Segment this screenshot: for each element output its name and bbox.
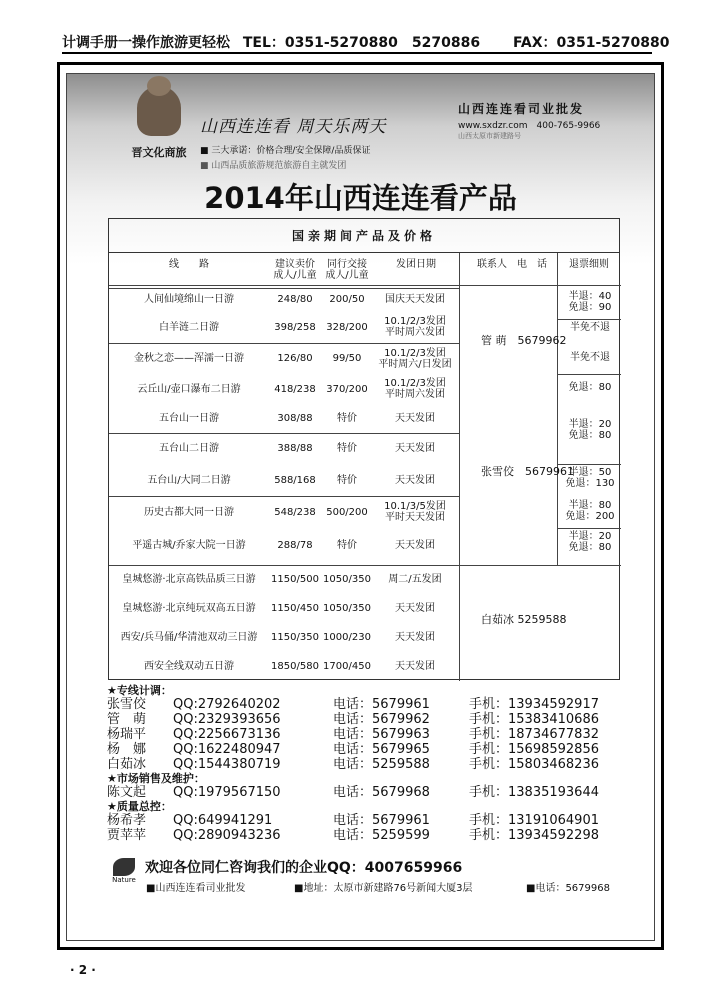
staff-tel: 电话：5679961 — [333, 697, 430, 712]
top-header-bar — [62, 32, 670, 54]
table-row — [109, 288, 457, 311]
cell-route: 平遥古城/乔家大院一日游 — [132, 540, 246, 551]
table-row — [109, 433, 457, 464]
staff-qq: QQ:649941291 — [173, 813, 273, 828]
company-web-phone: www.sxdzr.com 400-765-9966 — [458, 121, 601, 131]
header-tel: TEL：0351-5270880 5270886 — [242, 35, 481, 51]
footer-tel: ■电话：5679968 — [526, 883, 610, 894]
cell-departure: 天天发团 — [395, 632, 435, 643]
group-divider — [109, 343, 459, 344]
cell-route: 皇城悠游·北京纯玩双高五日游 — [122, 603, 256, 614]
refund-divider — [557, 374, 621, 375]
staff-tel: 电话：5679963 — [333, 727, 430, 742]
table-title: 国亲期间产品及价格 — [109, 219, 619, 253]
staff-tel: 电话：5259588 — [333, 757, 430, 772]
contact-person: 白茹冰 5259588 — [481, 613, 567, 626]
cell-route: 皇城悠游·北京高铁品质三日游 — [122, 574, 256, 585]
staff-row — [107, 785, 627, 800]
cell-peer: 特价 — [337, 474, 357, 486]
staff-qq: QQ:2792640202 — [173, 697, 281, 712]
cell-departure: 10.1/2/3发团 平时周六/日发团 — [378, 347, 452, 370]
table-header-route: 线 路 — [169, 259, 209, 270]
staff-tel: 电话：5679965 — [333, 742, 430, 757]
cell-route: 历史古都大同一日游 — [144, 506, 234, 518]
cell-departure: 10.1/2/3发团 平时周六发团 — [384, 316, 446, 338]
cell-departure: 周二/五发团 — [388, 574, 442, 585]
group-divider — [109, 565, 459, 566]
cell-route: 白羊涟二日游 — [159, 321, 219, 333]
cell-suggested: 288/78 — [277, 540, 313, 551]
brand-logo — [127, 86, 191, 176]
staff-mobile: 手机：13191064901 — [469, 813, 599, 828]
header-divider — [109, 285, 621, 286]
table-row — [109, 311, 457, 343]
refund-rule: 半退：50 免退：130 — [565, 467, 615, 489]
table-row — [109, 374, 457, 404]
refund-rule: 半免不退 — [570, 322, 610, 333]
table-header-refund: 退票细则 — [569, 259, 609, 270]
welcome-line: 欢迎各位同仁咨询我们的企业QQ：4007659966 — [145, 860, 463, 876]
company-name: 山西连连看司业批发 — [458, 102, 585, 116]
cell-departure: 天天发团 — [395, 603, 435, 614]
refund-rule: 半免不退 — [570, 352, 610, 363]
footer-company: ■山西连连看司业批发 — [146, 883, 246, 894]
header-fax: FAX：0351-5270880 — [512, 35, 670, 51]
refund-rule: 半退：40 免退：90 — [568, 291, 612, 313]
staff-name: 张雪佼 — [107, 697, 147, 712]
staff-tel: 电话：5679968 — [333, 785, 430, 800]
staff-row — [107, 697, 627, 712]
refund-rule: 免退：80 — [568, 382, 612, 393]
cell-suggested: 248/80 — [277, 294, 313, 305]
market-section-title: ★市场销售及维护： — [107, 772, 205, 785]
planning-list — [107, 697, 627, 772]
table-row — [109, 594, 457, 623]
cell-peer: 200/50 — [329, 294, 365, 305]
staff-mobile: 手机：13934592298 — [469, 828, 599, 843]
cell-suggested: 398/258 — [274, 321, 316, 333]
staff-name: 杨 娜 — [107, 742, 147, 757]
contact-person: 管 萌 5679962 — [481, 334, 567, 347]
cell-peer: 特价 — [337, 540, 357, 551]
cell-peer: 1700/450 — [323, 661, 371, 672]
col-line — [557, 253, 558, 565]
company-address-small: 山西太原市新建路号 — [458, 132, 521, 140]
cell-peer: 特价 — [337, 443, 357, 454]
refund-rule: 半退：20 免退：80 — [568, 531, 612, 553]
cell-departure: 国庆天天发团 — [385, 294, 445, 305]
cell-peer: 特价 — [337, 413, 357, 424]
cell-peer: 328/200 — [326, 321, 368, 333]
page-title: 2014年山西连连看产品 — [204, 181, 517, 215]
staff-row — [107, 742, 627, 757]
staff-tel: 电话：5679962 — [333, 712, 430, 727]
quality-list — [107, 813, 627, 843]
product-price-table — [108, 218, 620, 680]
staff-qq: QQ:1979567150 — [173, 785, 281, 800]
cell-departure: 天天发团 — [395, 413, 435, 424]
group-divider — [109, 433, 459, 434]
staff-name: 贾苹苹 — [107, 828, 147, 843]
cell-suggested: 1850/580 — [271, 661, 319, 672]
staff-qq: QQ:1544380719 — [173, 757, 281, 772]
staff-tel: 电话：5259599 — [333, 828, 430, 843]
table-row — [109, 623, 457, 652]
cell-route: 人间仙境绵山一日游 — [144, 294, 234, 305]
cell-departure: 10.1/2/3发团 平时周六发团 — [384, 378, 446, 400]
page-number: · 2 · — [70, 963, 96, 977]
nature-logo — [108, 858, 140, 890]
cell-suggested: 126/80 — [277, 353, 313, 364]
cell-suggested: 388/88 — [277, 443, 313, 454]
staff-mobile: 手机：15698592856 — [469, 742, 599, 757]
refund-rule: 半退：80 免退：200 — [565, 500, 615, 522]
refund-divider — [557, 319, 621, 320]
staff-row — [107, 712, 627, 727]
feature-line-2: ■ 山西品质旅游规范旅游自主就发团 — [200, 161, 347, 171]
cell-route: 西安/兵马俑/华清池双动三日游 — [120, 632, 258, 643]
staff-tel: 电话：5679961 — [333, 813, 430, 828]
feature-line-1: ■ 三大承诺：价格合理/安全保障/品质保证 — [200, 146, 371, 156]
staff-qq: QQ:1622480947 — [173, 742, 281, 757]
staff-row — [107, 828, 627, 843]
cell-suggested: 1150/500 — [271, 574, 319, 585]
staff-qq: QQ:2890943236 — [173, 828, 281, 843]
staff-row — [107, 757, 627, 772]
cell-departure: 天天发团 — [395, 443, 435, 454]
teapot-figure-icon — [137, 86, 181, 136]
cell-peer: 1050/350 — [323, 603, 371, 614]
cell-suggested: 1150/350 — [271, 632, 319, 643]
cell-suggested: 418/238 — [274, 383, 316, 395]
table-row — [109, 343, 457, 374]
staff-contacts — [107, 684, 627, 854]
cell-peer: 1050/350 — [323, 574, 371, 585]
staff-mobile: 手机：13835193644 — [469, 785, 599, 800]
staff-qq: QQ:2329393656 — [173, 712, 281, 727]
col-line — [459, 253, 460, 681]
staff-name: 陈文起 — [107, 785, 147, 800]
cell-route: 五台山二日游 — [159, 443, 219, 454]
header-tagline: 计调手册一操作旅游更轻松 — [62, 35, 230, 51]
cell-departure: 天天发团 — [395, 474, 435, 486]
cell-departure: 10.1/3/5发团 平时天天发团 — [384, 501, 446, 523]
cell-suggested: 1150/450 — [271, 603, 319, 614]
cell-route: 五台山一日游 — [159, 413, 219, 424]
table-row — [109, 565, 457, 594]
staff-qq: QQ:2256673136 — [173, 727, 281, 742]
table-header-contact: 联系人 电 话 — [477, 259, 547, 270]
staff-name: 白茹冰 — [107, 757, 147, 772]
contact-divider — [459, 565, 557, 566]
cell-route: 五台山/大同二日游 — [147, 474, 231, 486]
refund-rule: 半退：20 免退：80 — [568, 419, 612, 441]
cell-route: 金秋之恋——浑濡一日游 — [134, 353, 244, 364]
table-header-suggested: 建议卖价 成人/儿童 — [273, 259, 317, 281]
table-header-departure: 发团日期 — [396, 259, 436, 270]
brand-slogan: 山西连连看 周天乐两天 — [200, 117, 387, 137]
staff-row — [107, 727, 627, 742]
table-row — [109, 652, 457, 681]
nature-logo-text: Nature — [112, 876, 136, 884]
leaf-icon — [113, 858, 135, 876]
cell-departure: 天天发团 — [395, 540, 435, 551]
cell-suggested: 548/238 — [274, 506, 316, 518]
cell-suggested: 588/168 — [274, 474, 316, 486]
staff-row — [107, 813, 627, 828]
group-divider — [109, 496, 459, 497]
planning-section-title: ★专线计调： — [107, 684, 172, 697]
staff-name: 杨瑞平 — [107, 727, 147, 742]
staff-name: 杨希孝 — [107, 813, 147, 828]
staff-mobile: 手机：15803468236 — [469, 757, 599, 772]
market-list — [107, 785, 627, 800]
table-row — [109, 496, 457, 528]
table-header-peer: 同行交接 成人/儿童 — [325, 259, 369, 281]
staff-name: 管 萌 — [107, 712, 147, 727]
table-row — [109, 528, 457, 563]
quality-section-title: ★质量总控： — [107, 800, 172, 813]
cell-departure: 天天发团 — [395, 661, 435, 672]
cell-route: 西安全线双动五日游 — [144, 661, 234, 672]
logo-name: 晋文化商旅 — [131, 146, 187, 159]
group-divider — [109, 288, 459, 289]
refund-divider — [557, 528, 621, 529]
cell-suggested: 308/88 — [277, 413, 313, 424]
staff-mobile: 手机：13934592917 — [469, 697, 599, 712]
cell-peer: 1000/230 — [323, 632, 371, 643]
staff-mobile: 手机：18734677832 — [469, 727, 599, 742]
cell-peer: 99/50 — [332, 353, 362, 364]
cell-peer: 500/200 — [326, 506, 368, 518]
table-row — [109, 464, 457, 496]
cell-peer: 370/200 — [326, 383, 368, 395]
staff-mobile: 手机：15383410686 — [469, 712, 599, 727]
cell-route: 云丘山/壶口瀑布二日游 — [137, 383, 241, 395]
footer-address: ■地址：太原市新建路76号新闻大厦3层 — [294, 883, 473, 894]
table-row — [109, 404, 457, 433]
refund-divider — [557, 565, 621, 566]
contact-person: 张雪佼 5679961 — [481, 465, 574, 478]
